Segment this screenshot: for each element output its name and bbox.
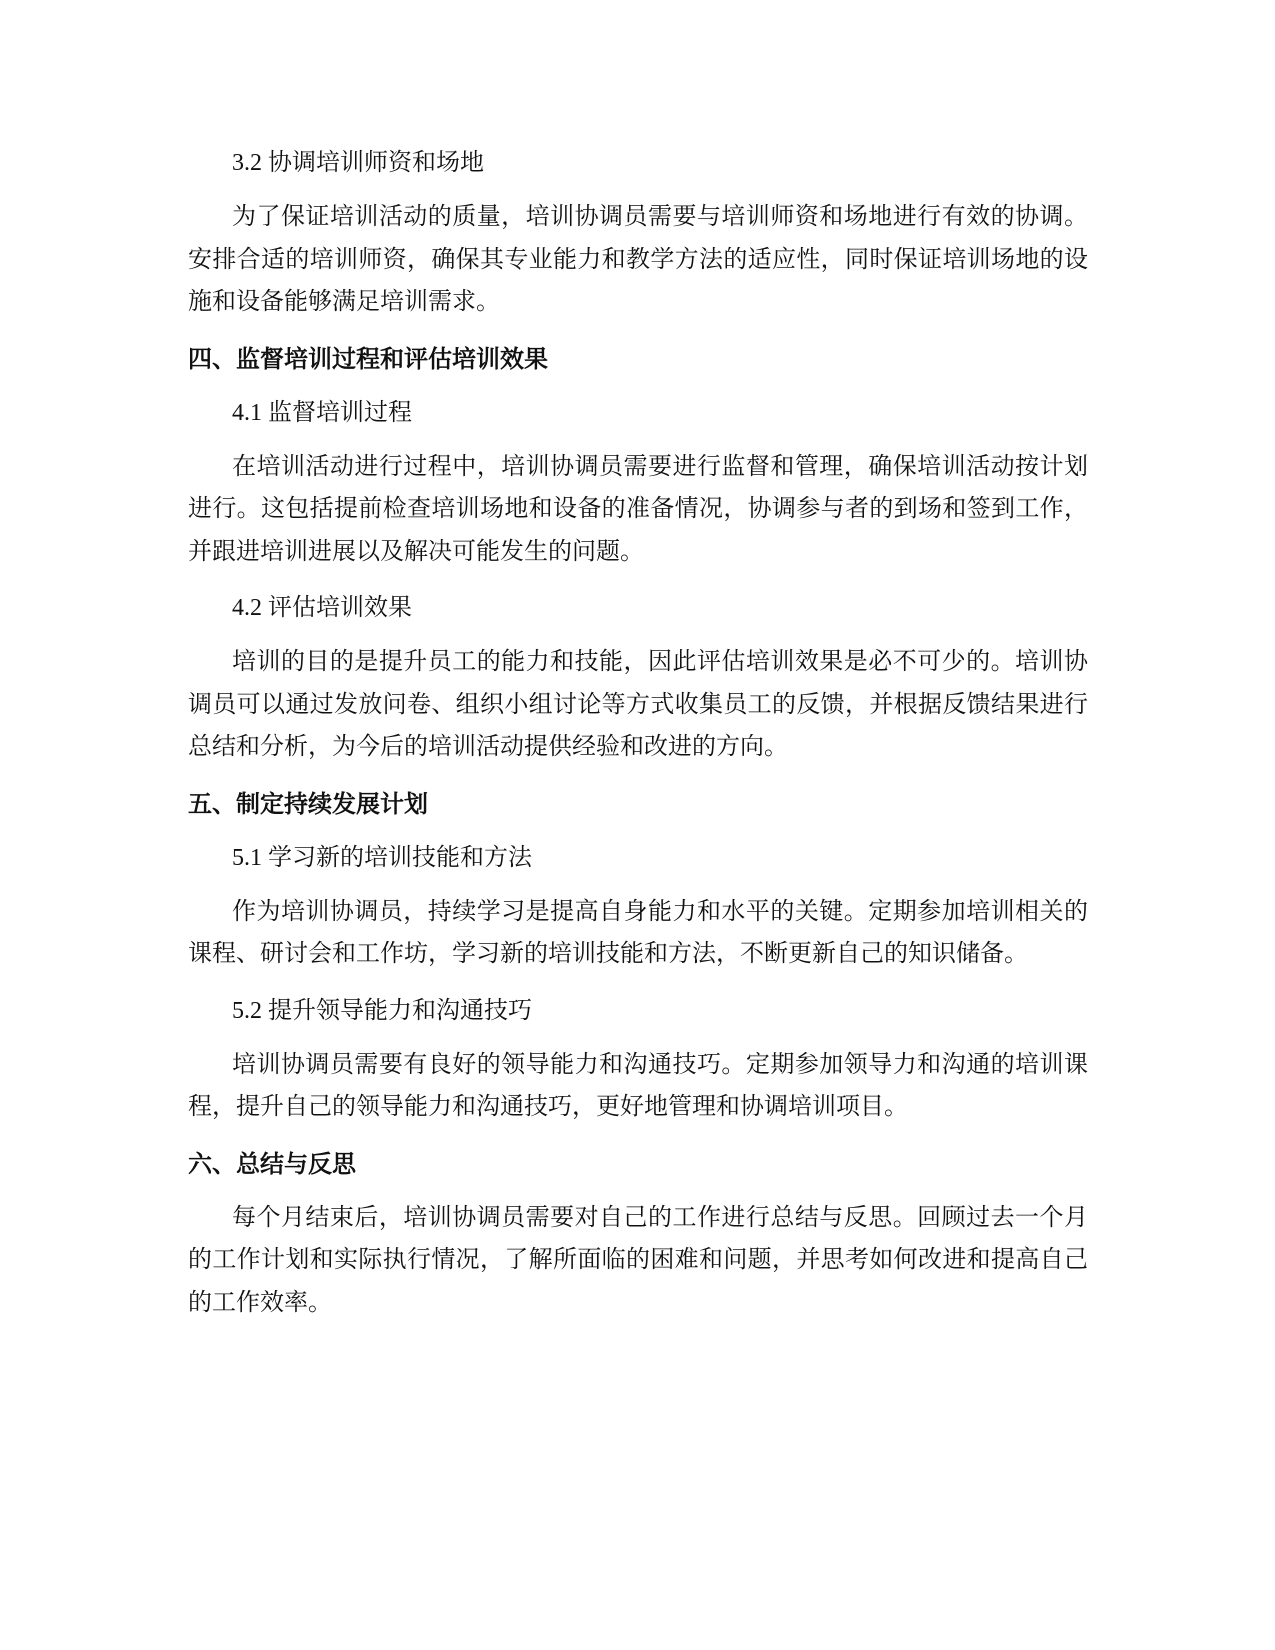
subsection-title-5-1: 5.1 学习新的培训技能和方法 [232,844,532,871]
document-content [188,142,1088,1338]
subsection-title-5-2: 5.2 提升领导能力和沟通技巧 [232,997,532,1024]
subsection-title-3-2: 3.2 协调培训师资和场地 [232,150,484,176]
subsection-title-4-1: 4.1 监督培训过程 [232,399,412,426]
section-heading-5: 五、制定持续发展计划 [188,789,428,818]
paragraph-3-2: 为了保证培训活动的质量，培训协调员需要与培训师资和场地进行有效的协调。安排合适的培训师资，确保其专业能力和教学方法的适应性，同时保证培训场地的设施和设备能够满足培训需求。 [188,204,1088,315]
paragraph-5-2: 培训协调员需要有良好的领导能力和沟通技巧。定期参加领导力和沟通的培训课程，提升自己的领导能力和沟通技巧，更好地管理和协调培训项目。 [188,1051,1088,1120]
paragraph-4-2: 培训的目的是提升员工的能力和技能，因此评估培训效果是必不可少的。培训协调员可以通过发放问卷、组织小组讨论等方式收集员工的反馈，并根据反馈结果进行总结和分析，为今后的培训活动提供经验和改进的方向。 [188,649,1088,760]
paragraph-6: 每个月结束后，培训协调员需要对自己的工作进行总结与反思。回顾过去一个月的工作计划和实际执行情况，了解所面临的困难和问题，并思考如何改进和提高自己的工作效率。 [188,1204,1088,1316]
paragraph-4-1: 在培训活动进行过程中，培训协调员需要进行监督和管理，确保培训活动按计划进行。这包括提前检查培训场地和设备的准备情况，协调参与者的到场和签到工作，并跟进培训进展以及解决可能发生的问题。 [188,453,1088,565]
paragraph-5-1: 作为培训协调员，持续学习是提高自身能力和水平的关键。定期参加培训相关的课程、研讨会和工作坊，学习新的培训技能和方法，不断更新自己的知识储备。 [188,898,1088,967]
section-heading-4: 四、监督培训过程和评估培训效果 [188,344,548,373]
subsection-title-4-2: 4.2 评估培训效果 [232,595,412,621]
section-heading-6: 六、总结与反思 [188,1149,356,1178]
